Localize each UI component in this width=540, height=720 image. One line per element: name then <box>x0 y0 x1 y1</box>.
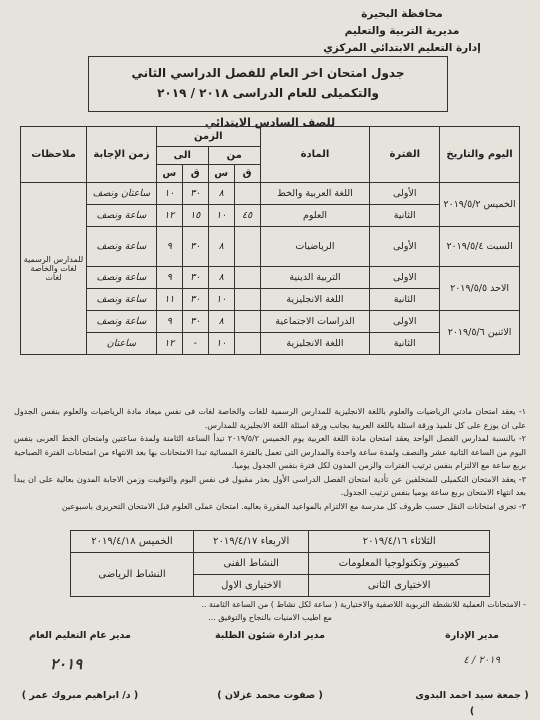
activities-table <box>70 530 490 597</box>
to-q-cell: ٣٠ <box>182 183 208 205</box>
signature-title: مدير عام التعليم العام <box>29 630 131 641</box>
to-q-cell: - <box>182 333 208 355</box>
to-s-cell: ١٢ <box>156 205 182 227</box>
subject-cell: اللغة العربية والخط <box>260 183 370 205</box>
handwritten-date: ٢٠١٩ / ٤ <box>463 655 500 666</box>
from-q-cell <box>234 289 260 311</box>
title-box <box>88 56 448 112</box>
period-cell: الاولى <box>370 267 440 289</box>
to-q-cell: ٣٠ <box>182 311 208 333</box>
header-to-s: س <box>156 165 182 183</box>
duration-cell: ساعة ونصف <box>87 311 157 333</box>
exam-schedule-table <box>20 126 520 355</box>
fine-line-2: مع اطيب الامنيات بالنجاح والتوفيق ... <box>208 613 332 622</box>
from-q-cell <box>234 267 260 289</box>
grade-label: للصف السادس الابتدائي <box>204 116 336 129</box>
header-to-q: ق <box>182 165 208 183</box>
duration-cell: ساعة ونصف <box>87 205 157 227</box>
signature-title: مدير ادارة شئون الطلبة <box>214 630 326 641</box>
signature-director <box>412 628 532 720</box>
period-cell: الثانية <box>370 205 440 227</box>
activity-name: كمبيوتر وتكنولوجيا المعلومات <box>309 553 490 575</box>
day-cell: السبت ٢٠١٩/٥/٤ <box>440 227 520 267</box>
signature-name: ( جمعة سيد احمد البدوى ) <box>415 690 529 717</box>
signature-title: مدير الإدارة <box>445 630 499 641</box>
governorate-line: محافظة البحيرة <box>361 8 443 20</box>
from-s-cell: ٨ <box>208 183 234 205</box>
activity-date: الخميس ٢٠١٩/٤/١٨ <box>71 531 194 553</box>
day-cell: الخميس ٢٠١٩/٥/٢ <box>440 183 520 227</box>
notes-cell: للمدارس الرسمية لغات والخاصة لغات <box>21 183 87 355</box>
signature-name: ( د/ ابراهيم مبروك عمر ) <box>21 690 139 701</box>
period-cell: الأولى <box>370 183 440 205</box>
to-s-cell: ٩ <box>156 311 182 333</box>
note-2: ٢- بالنسبة لمدارس الفصل الواحد يعقد امتحان مادة اللغة العربية يوم الخميس ٢٠١٩/٥/٢ تبدأ الساعة الثامنة ولمدة ساعتين وامتحان الخط العربى بنفس اليوم من الساعة الثانية عشر والنصف ولمدة ساعة واحدة والمدارس التى تعمل بالفترة المسائية تبدا الامتحانات بها بعد الانتهاء من امتحانات الفترة الصباحية بربع ساعة مع الالتزام بنفس ترتيب الفترات والزمن المدون لكل فترة بنفس الجدول يوميا. <box>14 434 527 470</box>
header-from-q: ق <box>234 165 260 183</box>
activity-name: النشاط الرياضى <box>71 553 194 597</box>
duration-cell: ساعتان <box>87 333 157 355</box>
header-notes: ملاحظات <box>21 127 87 183</box>
title-line-2: والتكميلى للعام الدراسى ٢٠١٨ / ٢٠١٩ <box>157 86 379 100</box>
from-s-cell: ٨ <box>208 267 234 289</box>
header-period: الفترة <box>370 127 440 183</box>
header-day: اليوم والتاريخ <box>440 127 520 183</box>
fine-line-1: - الامتحانات العملية للانشطة التربوية اللاصفية والاختيارية ( ساعة لكل نشاط ) من الساعة الثامنة .. <box>201 600 526 609</box>
table-row <box>21 183 520 205</box>
activity-name: الاختيارى الثانى <box>309 575 490 597</box>
from-s-cell: ١٠ <box>208 205 234 227</box>
title-line-1: جدول امتحان اخر العام للفصل الدراسي الثاني <box>131 66 405 80</box>
to-s-cell: ٩ <box>156 227 182 267</box>
subject-cell: الدراسات الاجتماعية <box>260 311 370 333</box>
fine-print <box>14 598 526 624</box>
activity-name: الاختيارى الاول <box>193 575 308 597</box>
to-s-cell: ١١ <box>156 289 182 311</box>
table-row <box>21 267 520 289</box>
period-cell: الثانية <box>370 289 440 311</box>
from-s-cell: ١٠ <box>208 333 234 355</box>
header-from: من <box>208 147 260 165</box>
subject-cell: الرياضيات <box>260 227 370 267</box>
from-q-cell <box>234 183 260 205</box>
signature-name: ( صفوت محمد غزلان ) <box>217 690 323 701</box>
from-q-cell: ٤٥ <box>234 205 260 227</box>
duration-cell: ساعة ونصف <box>87 267 157 289</box>
to-s-cell: ١٢ <box>156 333 182 355</box>
directorate-line: مديرية التربية والتعليم <box>344 25 460 37</box>
notes-block <box>14 405 526 513</box>
header-duration: زمن الإجابة <box>87 127 157 183</box>
note-1: ١- يعقد امتحان مادتي الرياضيات والعلوم باللغة الانجليزية للمدارس الرسمية للغات والخاصة لغات فى نفس ميعاد مادة الرياضيات والعلوم بنفس الجدول على ان يوزع على كل تلميذ ورقة اسئلة باللغة العربية بجانب ورقة اسئلة اللغة الانجليزية للمدارس. <box>14 407 526 430</box>
header-time: الزمن <box>156 127 260 147</box>
header-from-s: س <box>208 165 234 183</box>
period-cell: الثانية <box>370 333 440 355</box>
subject-cell: التربية الدينية <box>260 267 370 289</box>
duration-cell: ساعة ونصف <box>87 227 157 267</box>
duration-cell: ساعة ونصف <box>87 289 157 311</box>
to-q-cell: ٣٠ <box>182 227 208 267</box>
from-q-cell <box>234 227 260 267</box>
subject-cell: اللغة الانجليزية <box>260 289 370 311</box>
subject-cell: اللغة الانجليزية <box>260 333 370 355</box>
to-q-cell: ٣٠ <box>182 289 208 311</box>
to-q-cell: ٣٠ <box>182 267 208 289</box>
from-q-cell <box>234 333 260 355</box>
duration-cell: ساعتان ونصف <box>87 183 157 205</box>
header-subject: المادة <box>260 127 370 183</box>
signature-students-affairs <box>210 628 330 704</box>
handwritten-scribble: ٢٠١٩ <box>50 655 83 673</box>
day-cell: الاحد ٢٠١٩/٥/٥ <box>440 267 520 311</box>
note-3: ٣- يعقد الامتحان التكميلى للمتخلفين عن تأدية امتحان الفصل الدراسى الأول بعذر مقبول فى نفس اليوم والتوقيت وزمن الاجابة المدون بعالية على ان يبدأ بعد انتهاء الامتحان بربع ساعة يوميا بنفس ترتيب الجدول. <box>14 474 526 497</box>
from-q-cell <box>234 311 260 333</box>
to-q-cell: ١٥ <box>182 205 208 227</box>
administration-line: إدارة التعليم الابتدائي المركزي <box>323 42 481 54</box>
to-s-cell: ١٠ <box>156 183 182 205</box>
from-s-cell: ٨ <box>208 311 234 333</box>
period-cell: الاولى <box>370 311 440 333</box>
activity-date: الاربعاء ٢٠١٩/٤/١٧ <box>193 531 308 553</box>
header-to: الى <box>156 147 208 165</box>
from-s-cell: ٨ <box>208 227 234 267</box>
subject-cell: العلوم <box>260 205 370 227</box>
day-cell: الاثنين ٢٠١٩/٥/٦ <box>440 311 520 355</box>
activity-date: الثلاثاء ٢٠١٩/٤/١٦ <box>309 531 490 553</box>
period-cell: الأولى <box>370 227 440 267</box>
signature-general-director <box>20 628 140 704</box>
to-s-cell: ٩ <box>156 267 182 289</box>
table-row <box>21 227 520 267</box>
note-4: ٣- تجرى امتحانات النقل حسب ظروف كل مدرسة مع الالتزام بالمواعيد المقررة بعاليه. امتحان عملى العلوم قبل الامتحان التحريرى باسبوعين <box>61 501 526 511</box>
from-s-cell: ١٠ <box>208 289 234 311</box>
header-block <box>282 6 522 57</box>
table-row <box>21 311 520 333</box>
activity-name: النشاط الفنى <box>193 553 308 575</box>
